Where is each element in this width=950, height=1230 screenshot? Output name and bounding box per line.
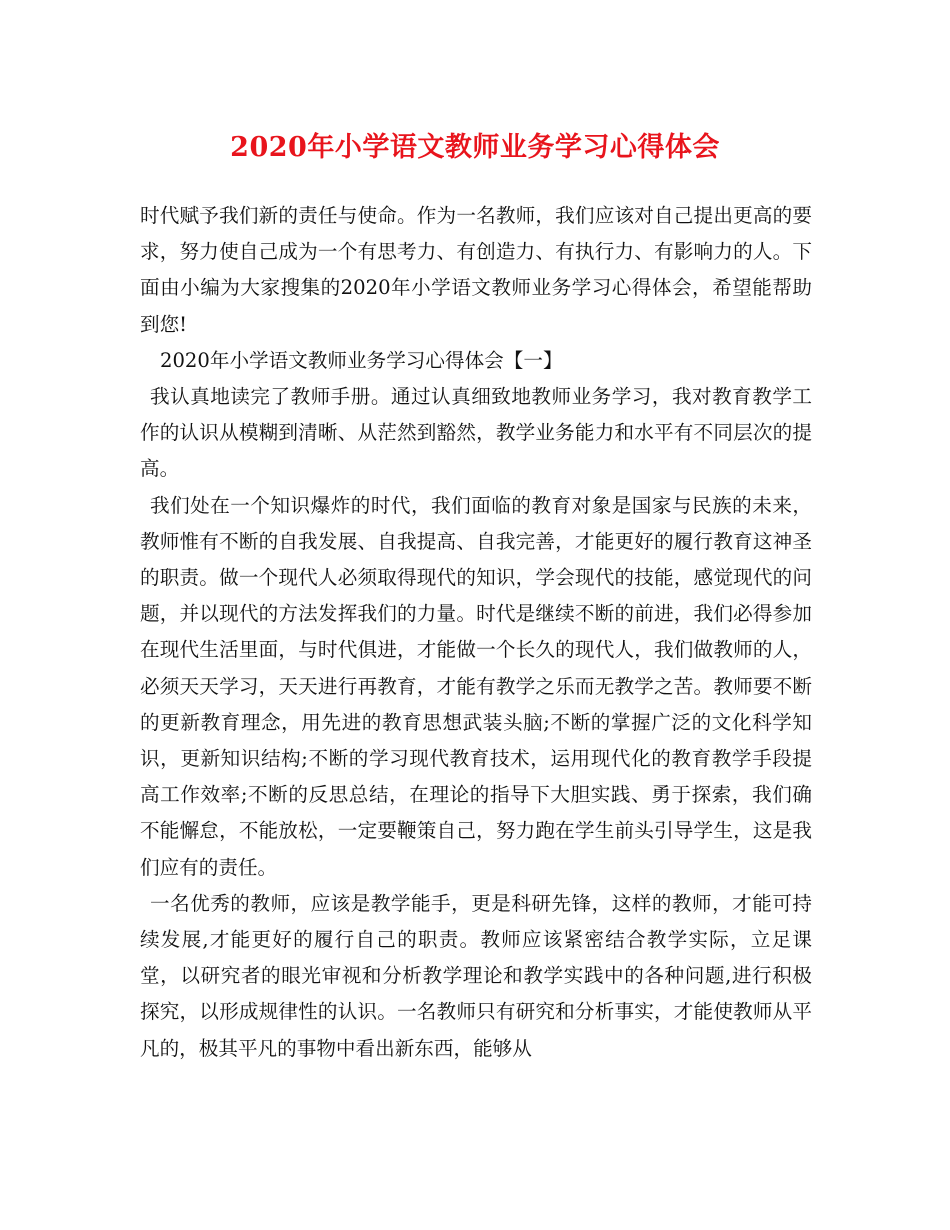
- intro-paragraph: 时代赋予我们新的责任与使命。作为一名教师，我们应该对自己提出更高的要求，努力使自己成为一个有思考力、有创造力、有执行力、有影响力的人。下面由小编为大家搜集的2020年小学语文教师业务学习心得体会，希望能帮助到您!: [140, 204, 812, 336]
- document-title: 2020年小学语文教师业务学习心得体会: [230, 132, 720, 163]
- body-paragraph: 我认真地读完了教师手册。通过认真细致地教师业务学习，我对教育教学工作的认识从模糊到清晰、从茫然到豁然，教学业务能力和水平有不同层次的提高。: [140, 385, 812, 481]
- body-paragraph: 我们处在一个知识爆炸的时代，我们面临的教育对象是国家与民族的未来，教师惟有不断的自我发展、自我提高、自我完善，才能更好的履行教育这神圣的职责。做一个现代人必须取得现代的知识，学会现代的技能，感觉现代的问题，并以现代的方法发挥我们的力量。时代是继续不断的前进，我们必得参加在现代生活里面，与时代俱进，才能做一个长久的现代人，我们做教师的人，必须天天学习，天天进行再教育，才能有教学之乐而无教学之苦。教师要不断的更新教育理念，用先进的教育思想武装头脑;不断的掌握广泛的文化科学知识，更新知识结构;不断的学习现代教育技术，运用现代化的教育教学手段提高工作效率;不断的反思总结，在理论的指导下大胆实践、勇于探索，我们确不能懈怠，不能放松，一定要鞭策自己，努力跑在学生前头引导学生，这是我们应有的责任。: [140, 493, 812, 879]
- section-heading: 2020年小学语文教师业务学习心得体会【一】: [160, 348, 563, 372]
- body-paragraph: 一名优秀的教师，应该是教学能手，更是科研先锋，这样的教师，才能可持续发展,才能更好的履行自己的职责。教师应该紧密结合教学实际，立足课堂，以研究者的眼光审视和分析教学理论和教学实践中的各种问题,进行积极探究，以形成规律性的认识。一名教师只有研究和分析事实，才能使教师从平凡的，极其平凡的事物中看出新东西，能够从: [140, 891, 812, 1060]
- document-body: [140, 198, 812, 1067]
